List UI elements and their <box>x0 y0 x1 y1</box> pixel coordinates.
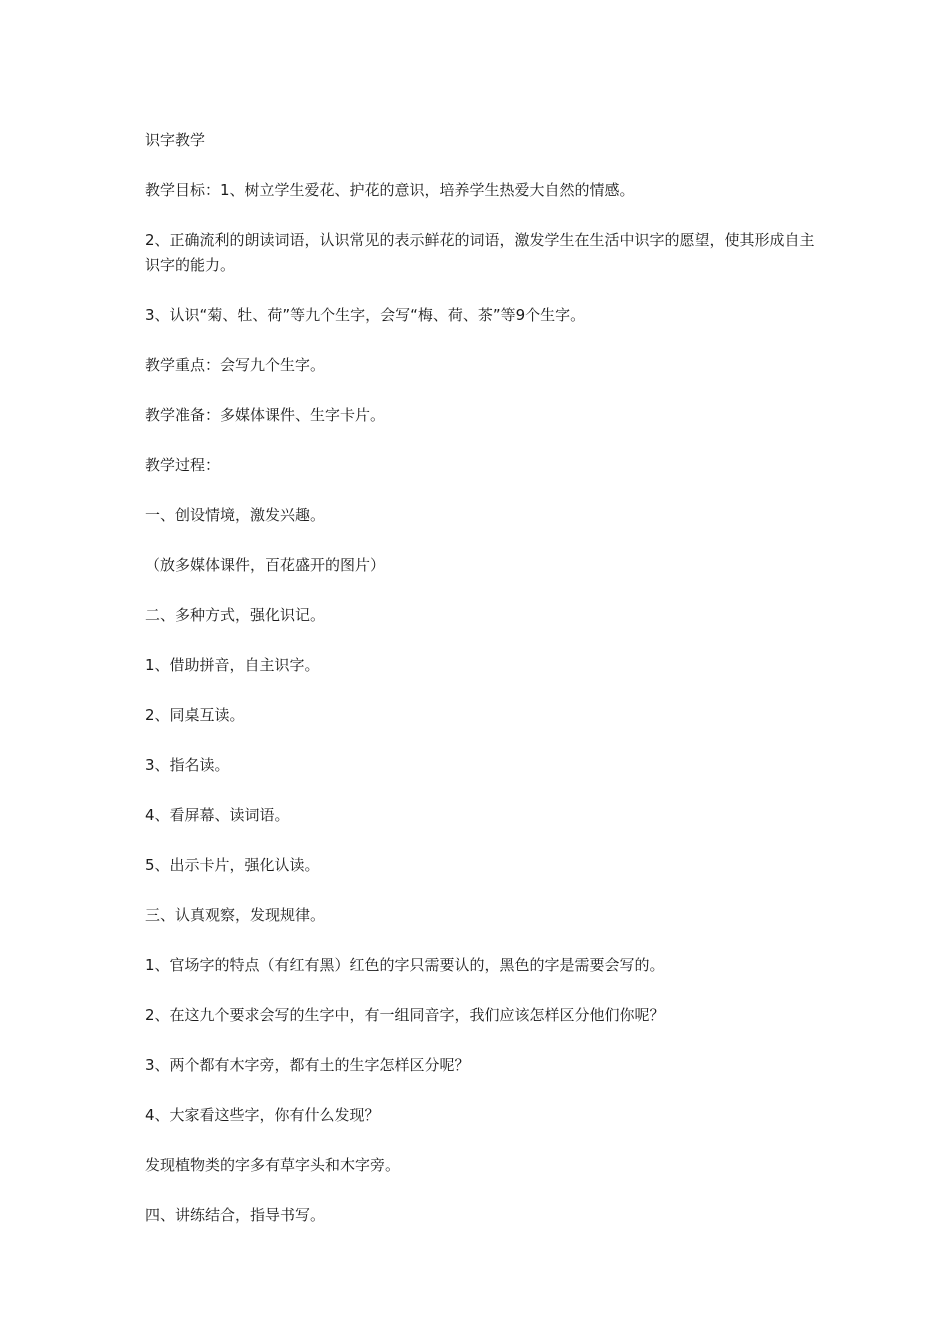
paragraph-process-heading: 教学过程： <box>145 456 221 474</box>
list-item: 3、指名读。 <box>145 756 230 774</box>
paragraph-teaching-goals: 教学目标：1、树立学生爱花、护花的意识，培养学生热爱大自然的情感。 <box>145 181 635 199</box>
section-heading-2: 二、多种方式，强化识记。 <box>145 606 326 624</box>
list-item: 1、官场字的特点（有红有黑）红色的字只需要认的，黑色的字是需要会写的。 <box>145 956 665 974</box>
section-heading-4: 四、讲练结合，指导书写。 <box>145 1206 326 1224</box>
list-item: 1、借助拼音，自主识字。 <box>145 656 320 674</box>
paragraph-note: （放多媒体课件，百花盛开的图片） <box>145 556 386 574</box>
paragraph-goal-3: 3、认识“菊、牡、荷”等九个生字，会写“梅、荷、茶”等9个生字。 <box>145 306 586 324</box>
document-title: 识字教学 <box>145 131 206 149</box>
list-item: 3、两个都有木字旁，都有土的生字怎样区分呢？ <box>145 1056 470 1074</box>
list-item: 4、看屏幕、读词语。 <box>145 806 290 824</box>
paragraph-preparation: 教学准备：多媒体课件、生字卡片。 <box>145 406 386 424</box>
document-body <box>145 128 815 1253</box>
paragraph-goal-2: 2、正确流利的朗读词语，认识常见的表示鲜花的词语，激发学生在生活中识字的愿望，使其形成自主识字的能力。 <box>145 231 815 274</box>
paragraph-key-points: 教学重点：会写九个生字。 <box>145 356 326 374</box>
paragraph-finding: 发现植物类的字多有草字头和木字旁。 <box>145 1156 401 1174</box>
section-heading-1: 一、创设情境，激发兴趣。 <box>145 506 326 524</box>
section-heading-3: 三、认真观察，发现规律。 <box>145 906 326 924</box>
list-item: 5、出示卡片，强化认读。 <box>145 856 320 874</box>
list-item: 2、在这九个要求会写的生字中，有一组同音字，我们应该怎样区分他们你呢？ <box>145 1006 665 1024</box>
list-item: 2、同桌互读。 <box>145 706 245 724</box>
list-item: 4、大家看这些字，你有什么发现？ <box>145 1106 380 1124</box>
